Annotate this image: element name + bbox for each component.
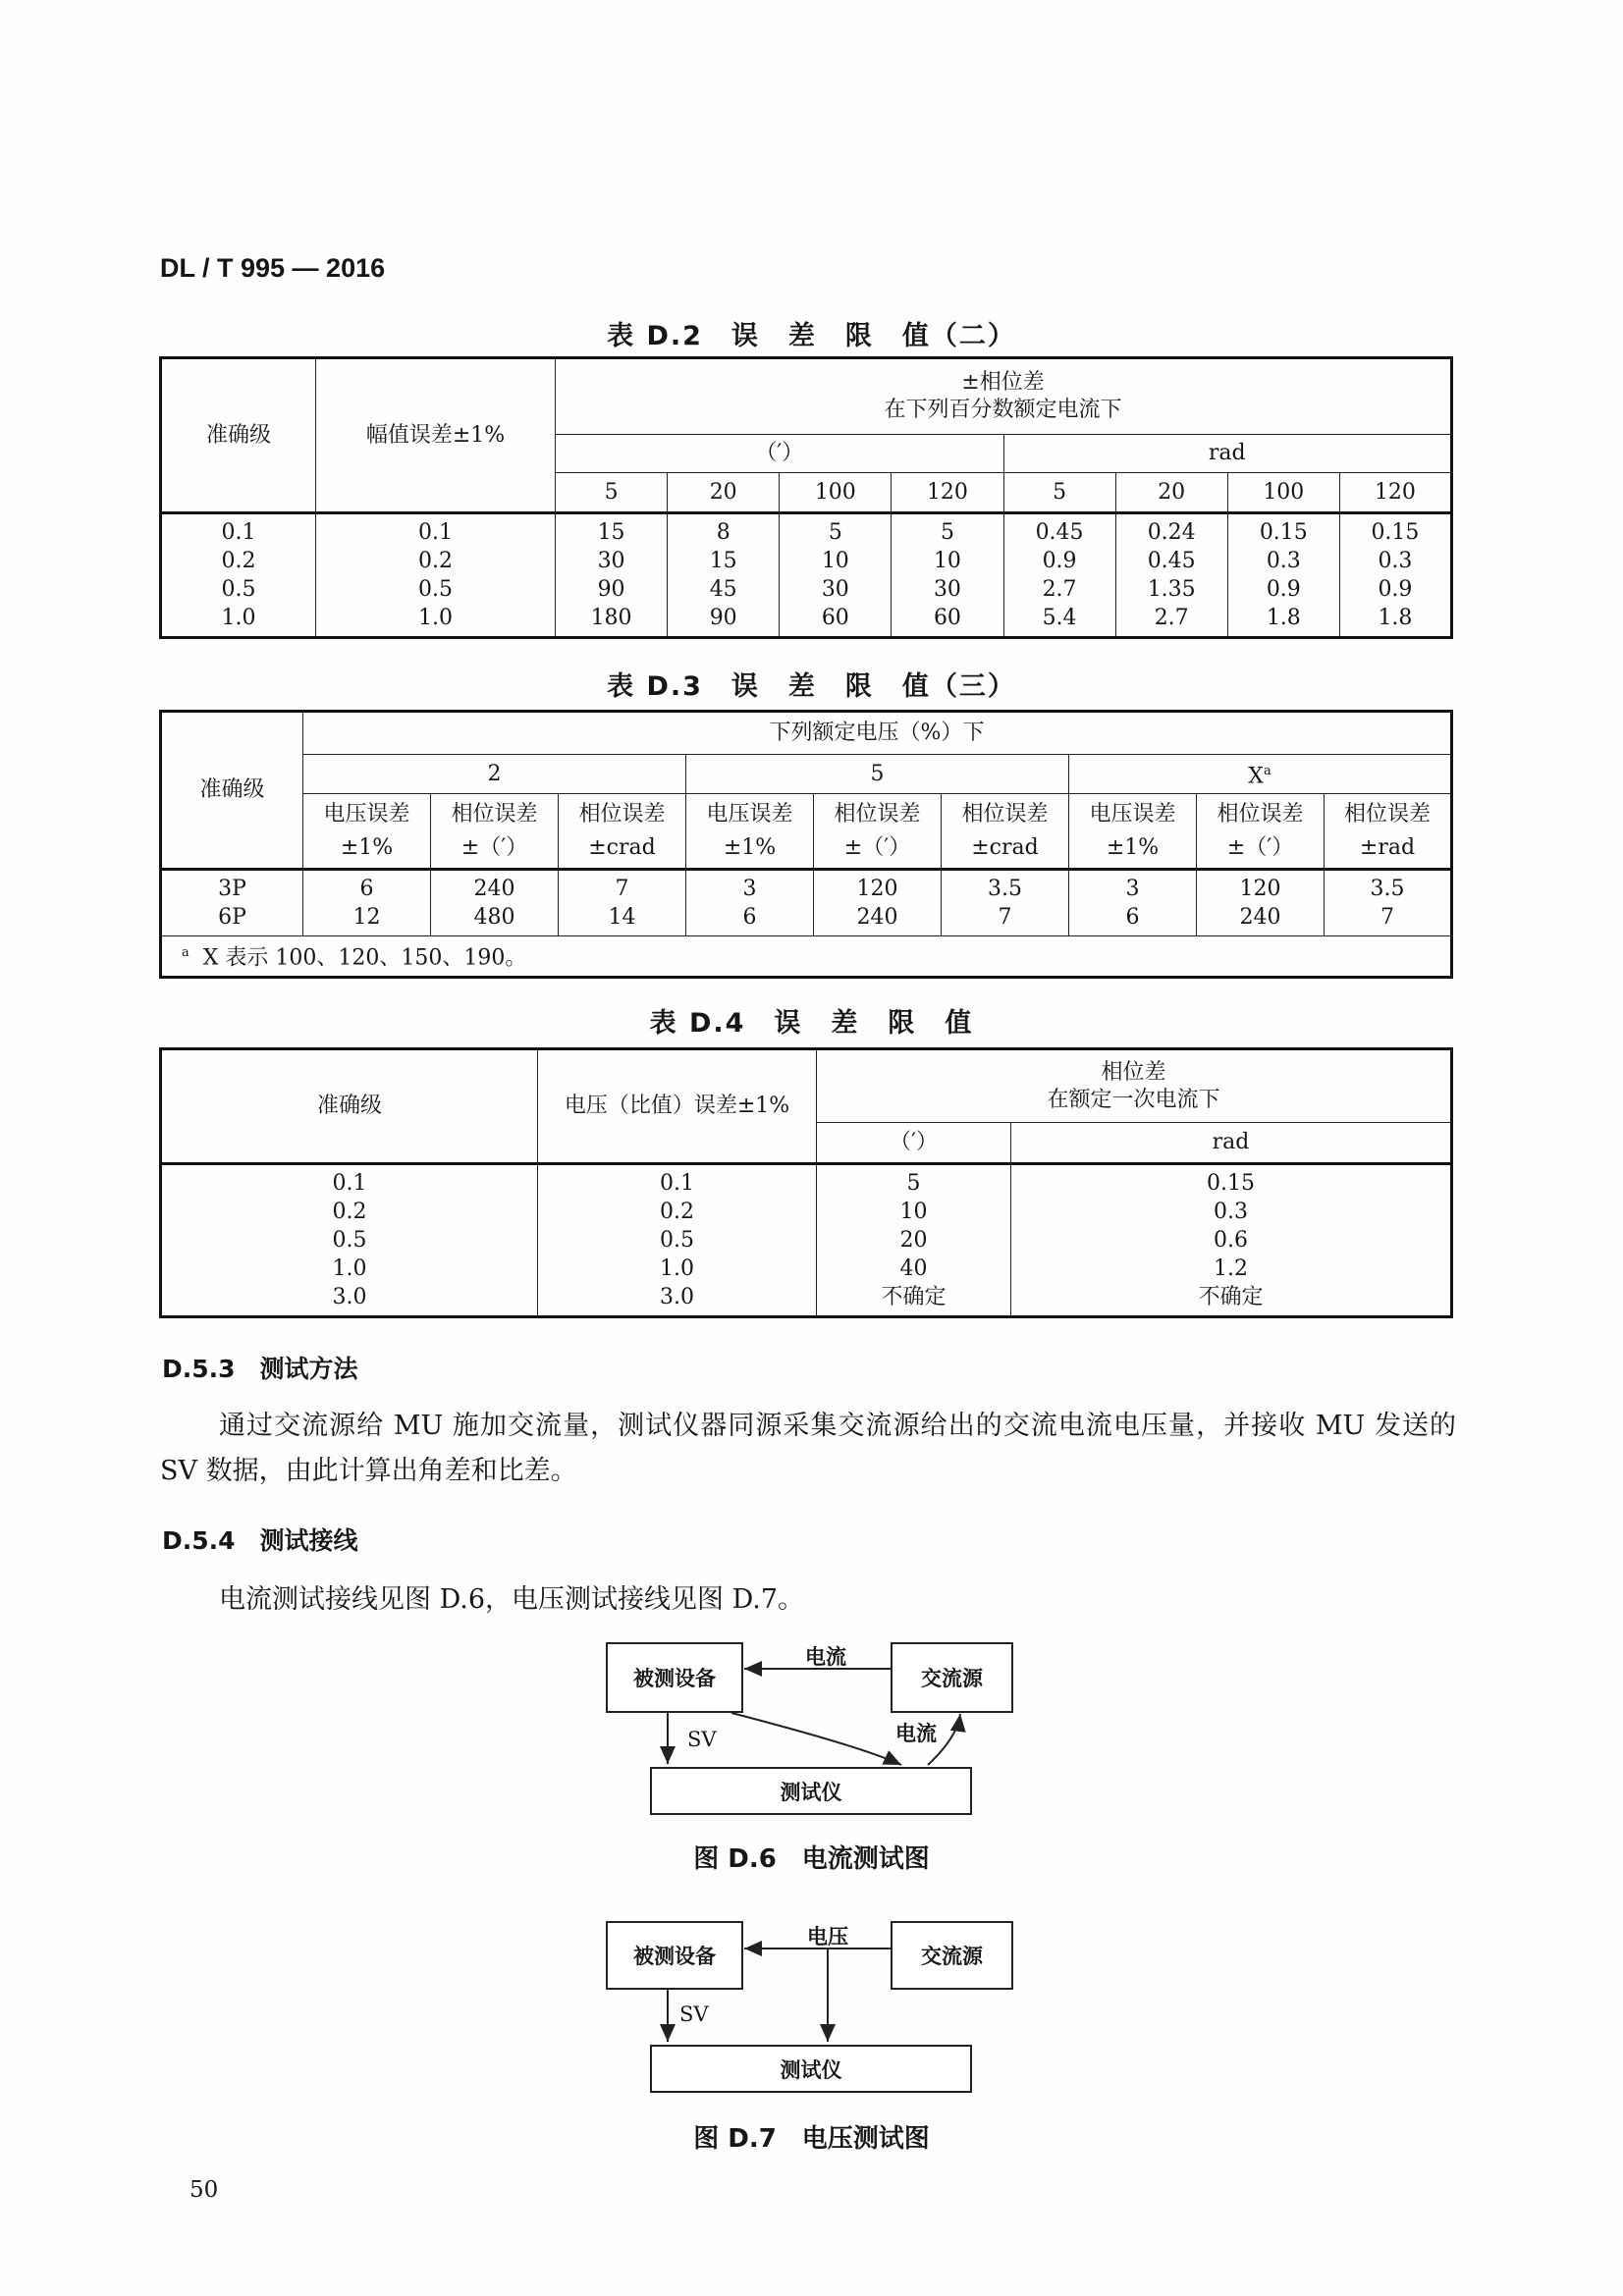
- header-percent: 100: [1227, 473, 1339, 513]
- current-label-curve: 电流: [895, 1722, 937, 1745]
- table-cell: 20: [817, 1226, 1011, 1255]
- table-cell: 0.15: [1011, 1164, 1452, 1199]
- table-cell: 1.8: [1339, 604, 1451, 638]
- column-header-line2: ±（′）: [1226, 834, 1294, 860]
- table-cell: 0.2: [316, 547, 556, 575]
- table-cell: 2.7: [1115, 604, 1227, 638]
- dut-box: 被测设备: [606, 1642, 743, 1713]
- header-rad: rad: [1003, 435, 1452, 473]
- table-cell: 90: [668, 604, 780, 638]
- table-cell: 7: [942, 903, 1069, 936]
- table-cell: 5: [817, 1164, 1011, 1199]
- table-cell: 30: [892, 575, 1003, 604]
- column-header-line1: 电压误差: [323, 801, 410, 827]
- column-header-line2: ±crad: [588, 834, 656, 860]
- table-cell: 0.1: [538, 1164, 817, 1199]
- table-cell: 240: [814, 903, 942, 936]
- table-cell: 3.0: [538, 1283, 817, 1317]
- table-cell: 0.3: [1227, 547, 1339, 575]
- table-d2-title: 表 D.2 误 差 限 值（二）: [607, 321, 1016, 351]
- table-cell: 3.5: [1325, 870, 1452, 904]
- footnote-mark: a: [182, 945, 189, 961]
- table-cell: 30: [780, 575, 892, 604]
- table-cell: 180: [556, 604, 668, 638]
- table-cell: 2.7: [1003, 575, 1115, 604]
- section-d53-heading: D.5.3 测试方法: [162, 1355, 358, 1383]
- column-header-line1: 相位误差: [834, 801, 921, 827]
- table-cell: 7: [559, 870, 686, 904]
- voltage-label: 电压: [807, 1925, 848, 1949]
- table-cell: 120: [814, 870, 942, 904]
- header-accuracy-class: 准确级: [161, 358, 316, 513]
- table-cell: 10: [780, 547, 892, 575]
- table-cell: 5: [780, 513, 892, 548]
- footnote-ref: a: [1263, 763, 1271, 778]
- table-cell: 0.15: [1227, 513, 1339, 548]
- table-cell: 40: [817, 1255, 1011, 1283]
- tester-box: 测试仪: [650, 1767, 972, 1815]
- table-cell: 10: [892, 547, 1003, 575]
- column-header-line1: 相位误差: [578, 801, 666, 827]
- header-percent: 20: [668, 473, 780, 513]
- table-cell: 8: [668, 513, 780, 548]
- header-phase-line1: 相位差: [1101, 1059, 1166, 1085]
- table-cell: 3P: [161, 870, 303, 904]
- page-number: 50: [189, 2177, 219, 2203]
- column-header-line1: 相位误差: [1217, 801, 1304, 827]
- table-d4-title: 表 D.4 误 差 限 值: [649, 1008, 974, 1039]
- group-x-label: X: [1248, 764, 1264, 789]
- table-cell: 15: [556, 513, 668, 548]
- table-cell: 1.0: [161, 604, 316, 638]
- tester-box: 测试仪: [650, 2045, 972, 2093]
- figure-d7-caption: 图 D.7 电压测试图: [693, 2124, 930, 2154]
- section-d54-heading: D.5.4 测试接线: [162, 1526, 358, 1555]
- table-cell: 5.4: [1003, 604, 1115, 638]
- table-cell: 6: [686, 903, 814, 936]
- table-cell: 0.5: [161, 1226, 538, 1255]
- header-accuracy-class: 准确级: [161, 712, 303, 870]
- table-cell: 1.8: [1227, 604, 1339, 638]
- header-rated-voltage: 下列额定电压（%）下: [303, 712, 1452, 755]
- standard-code-header: DL / T 995 — 2016: [160, 253, 386, 283]
- table-cell: 6: [303, 870, 431, 904]
- table-cell: 3: [1069, 870, 1197, 904]
- table-cell: 60: [780, 604, 892, 638]
- table-cell: 240: [1197, 903, 1325, 936]
- table-cell: 0.5: [316, 575, 556, 604]
- table-cell: 0.45: [1003, 513, 1115, 548]
- ac-source-box: 交流源: [891, 1642, 1013, 1713]
- table-cell: 14: [559, 903, 686, 936]
- column-header-line2: ±rad: [1359, 834, 1416, 860]
- table-cell: 0.5: [538, 1226, 817, 1255]
- column-header-line1: 相位误差: [451, 801, 538, 827]
- table-cell: 3.0: [161, 1283, 538, 1317]
- table-cell: 0.24: [1115, 513, 1227, 548]
- table-cell: 60: [892, 604, 1003, 638]
- table-cell: 120: [1197, 870, 1325, 904]
- header-phase-line2: 在额定一次电流下: [1047, 1087, 1220, 1112]
- column-header-line1: 相位误差: [961, 801, 1049, 827]
- table-cell: 240: [431, 870, 559, 904]
- table-cell: 6P: [161, 903, 303, 936]
- table-cell: 0.45: [1115, 547, 1227, 575]
- header-minutes: （′）: [556, 435, 1004, 473]
- table-d3-title: 表 D.3 误 差 限 值（三）: [607, 671, 1016, 702]
- table-cell: 0.1: [161, 513, 316, 548]
- sv-label: SV: [679, 2002, 709, 2026]
- ac-source-box: 交流源: [891, 1921, 1013, 1990]
- footnote-text: X 表示 100、120、150、190。: [202, 945, 527, 971]
- column-header-line2: ±（′）: [460, 834, 528, 860]
- table-cell: 0.9: [1003, 547, 1115, 575]
- table-cell: 10: [817, 1198, 1011, 1226]
- column-header-line2: ±crad: [971, 834, 1039, 860]
- table-cell: 3.5: [942, 870, 1069, 904]
- table-cell: 0.3: [1011, 1198, 1452, 1226]
- figure-d6-caption: 图 D.6 电流测试图: [693, 1844, 930, 1874]
- header-ratio-error: 幅值误差±1%: [316, 358, 556, 513]
- header-percent: 120: [1339, 473, 1451, 513]
- header-phase-line1: ±相位差: [961, 370, 1045, 395]
- column-header-line1: 电压误差: [1089, 801, 1176, 827]
- header-percent: 20: [1115, 473, 1227, 513]
- table-cell: 0.9: [1339, 575, 1451, 604]
- table-cell: 0.6: [1011, 1226, 1452, 1255]
- table-cell: 5: [892, 513, 1003, 548]
- column-header-line2: ±1%: [723, 834, 777, 860]
- section-d53-text: 通过交流源给 MU 施加交流量，测试仪器同源采集交流源给出的交流电流电压量，并接收 MU 发送的 SV 数据，由此计算出角差和比差。: [160, 1411, 1456, 1486]
- table-cell: 0.9: [1227, 575, 1339, 604]
- table-cell: 90: [556, 575, 668, 604]
- table-cell: 1.35: [1115, 575, 1227, 604]
- current-label-top: 电流: [805, 1645, 846, 1669]
- column-header-line2: ±1%: [1106, 834, 1160, 860]
- table-cell: 0.3: [1339, 547, 1451, 575]
- table-cell: 0.2: [161, 547, 316, 575]
- table-cell: 45: [668, 575, 780, 604]
- header-percent: 100: [780, 473, 892, 513]
- header-phase-line2: 在下列百分数额定电流下: [884, 398, 1122, 422]
- table-cell: 1.0: [161, 1255, 538, 1283]
- group-5: 5: [686, 755, 1069, 794]
- header-accuracy-class: 准确级: [161, 1049, 538, 1164]
- table-cell: 6: [1069, 903, 1197, 936]
- header-percent: 5: [1003, 473, 1115, 513]
- table-cell: 0.1: [316, 513, 556, 548]
- table-cell: 30: [556, 547, 668, 575]
- table-cell: 15: [668, 547, 780, 575]
- sv-label: SV: [687, 1728, 717, 1751]
- table-cell: 1.0: [538, 1255, 817, 1283]
- header-rad: rad: [1011, 1123, 1452, 1164]
- column-header-line1: 相位误差: [1343, 801, 1431, 827]
- table-cell: 0.15: [1339, 513, 1451, 548]
- table-cell: 0.1: [161, 1164, 538, 1199]
- group-2: 2: [303, 755, 686, 794]
- table-cell: 1.0: [316, 604, 556, 638]
- header-minutes: （′）: [817, 1123, 1011, 1164]
- table-cell: 0.2: [538, 1198, 817, 1226]
- table-cell: 0.5: [161, 575, 316, 604]
- dut-box: 被测设备: [606, 1921, 743, 1990]
- section-d54-text: 电流测试接线见图 D.6，电压测试接线见图 D.7。: [219, 1584, 805, 1615]
- header-ratio-error: 电压（比值）误差±1%: [538, 1049, 817, 1164]
- column-header-line2: ±1%: [340, 834, 394, 860]
- table-cell: 480: [431, 903, 559, 936]
- table-cell: 不确定: [1011, 1283, 1452, 1317]
- table-cell: 3: [686, 870, 814, 904]
- table-cell: 0.2: [161, 1198, 538, 1226]
- table-cell: 1.2: [1011, 1255, 1452, 1283]
- table-cell: 7: [1325, 903, 1452, 936]
- table-cell: 12: [303, 903, 431, 936]
- table-cell: 不确定: [817, 1283, 1011, 1317]
- header-percent: 120: [892, 473, 1003, 513]
- column-header-line2: ±（′）: [843, 834, 911, 860]
- column-header-line1: 电压误差: [706, 801, 793, 827]
- header-percent: 5: [556, 473, 668, 513]
